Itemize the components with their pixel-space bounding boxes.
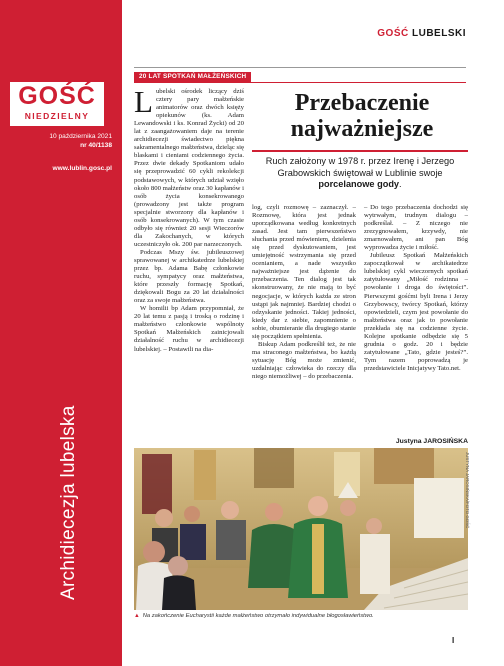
author-signature: Justyna JAROSIŃSKA [395, 438, 468, 445]
paragraph: Podczas Mszy św. jubileuszowej sprawowanej w archikatedrze lubelskiej przez bp. Adama Babę członkowie ruchu, sympatycy oraz małżeństwa, które przeszły formację Spotkań, dziękowali Bogu za 20 lat działalności oraz za swoje małżeństwa. [134, 248, 244, 305]
kicker-divider [134, 82, 466, 83]
sidebar [0, 0, 122, 666]
lead-text: Ruch założony w 1978 r. przez Irenę i Jerzego Grabowskich świętował w Lublinie swoje [265, 156, 455, 178]
issue-number: nr 40/1138 [80, 142, 112, 149]
issue-date: 10 października 2021 [49, 133, 112, 140]
header-divider [134, 67, 466, 68]
paragraph: log, czyli rozmowę – zaznaczył. – Rozmowę, która jest jednak uporządkowana według konkretnych zasad. Jest tam pierwszeństwo słuchania przed mówieniem, dzielenia się przed dyskutowaniem, jest umiejętność wstrzymania się przed ocenianiem, a nade wszystko najważniejsze jest dążenie do przebaczenia. Ten dialog jest tak skonstruowany, że nie mają to być negocjacje, w których każda ze stron ustąpi jak najmniej. Bardziej chodzi o odzyskanie jedności. Takiej jedności, kiedy dar z siebie, zapomnienie o sobie, obumieranie dla drugiego stanie się początkiem spełnienia. [252, 204, 356, 340]
logo [10, 82, 104, 126]
lead-bold: porcelanowe gody [318, 179, 400, 189]
page-number: I [452, 636, 455, 645]
logo-main: GOŚĆ [18, 82, 96, 110]
paragraph-text: ubelski ośrodek liczący dziś cztery pary małżeńskie animatorów oraz dwóch księży opiekunów (ks. Adam Lewandowski i ks. Konrad Życki) od 20 lat z zaangażowaniem daje na terenie archidiecezji świadectwo piękna sakramentalnego małżeństwa, dzieląc się blaskami i cieniami codziennego życia. Przez dwie dekady Spotkaniom udało się przeprowadzić 60 cykli rekolekcji podstawowych, w których udział wzięło około 800 małżeństw oraz 30 kapłanów i osób życia konsekrowanego (prowadzony jest także program specjalnie stworzony dla kapłanów i osób konsekrowanych). W tym czasie odbyło się również 20 sesji Wieczorów dla Zakochanych, w których uczestniczyło ok. 200 par narzeczonych. [134, 88, 244, 248]
brand-prefix: GOŚĆ [377, 28, 409, 39]
article-lead [252, 156, 468, 191]
paragraph: Jubileusz Spotkań Małżeńskich zapoczątkował w archikatedrze lubelskiej cykl wieczornych spotkań zatytułowany „Miłość rodzinna – powołanie i droga do świętości”. Pierwszymi gośćmi byli Irena i Jerzy Grzybowscy, twórcy Spotkań, którzy opowiedzieli, czym jest powołanie do małżeństwa oraz jak to powołanie przekłada się na codzienne życie. Kolejne spotkanie odbędzie się 5 grudnia o godz. 20 i będzie zatytułowane „Tato, gdzie jesteś?”. Tym razem poprowadzą je przedstawiciele Inicjatywy Tato.net. [364, 252, 468, 372]
photo-illustration [134, 448, 468, 610]
article-column-3 [364, 204, 468, 373]
article-column-1 [134, 84, 244, 354]
photo-caption [134, 612, 468, 620]
kicker: 20 LAT SPOTKAŃ MAŁŻEŃSKICH [134, 72, 251, 82]
paragraph: W homilii bp Adam przypomniał, że 20 lat temu z pasją i troską o rodzinę i małżeństwo członkowie wspólnoty Spotkań Małżeńskich zainicjowali działalność ruchu w archidiecezji lubelskiej. – Postawili na dia- [134, 305, 244, 353]
article-column-2 [252, 204, 356, 381]
brand-suffix: LUBELSKI [412, 28, 466, 39]
caption-text: Na zakończenie Eucharystii każde małżeństwo otrzymało indywidualne błogosławieństwo. [142, 613, 374, 619]
dropcap: L [134, 84, 153, 119]
title-rule [252, 150, 468, 152]
triangle-icon: ▲ [134, 613, 140, 619]
website-link[interactable]: www.lublin.gosc.pl [52, 165, 112, 172]
lead-end: . [399, 179, 402, 189]
article-photo [134, 448, 468, 610]
paragraph: – Do tego przebaczenia dochodzi się wytrwałym, trudnym dialogu – podkreślał. – Z niczego nie zrezygnowałem, krzywdy, nie zmarnowałem, ani pan Bóg wyprowadza życie i miłość. [364, 204, 468, 252]
header-brand [377, 28, 466, 39]
section-title-vertical: Archidiecezja lubelska [58, 405, 79, 600]
logo-sub: NIEDZIELNY [24, 111, 90, 121]
article-title: Przebaczenie najważniejsze [290, 90, 434, 142]
paragraph [134, 84, 244, 249]
photo-credit: JUSTYNA JAROSIŃSKA/FOTO GOŚĆ [465, 452, 470, 529]
paragraph: Biskup Adam podkreślił też, że nie ma straconego małżeństwa, bo każdą sytuację Bóg może zmienić, uzdalniając człowieka do rzeczy dla niego niemożliwej – do przebaczenia. [252, 340, 356, 380]
